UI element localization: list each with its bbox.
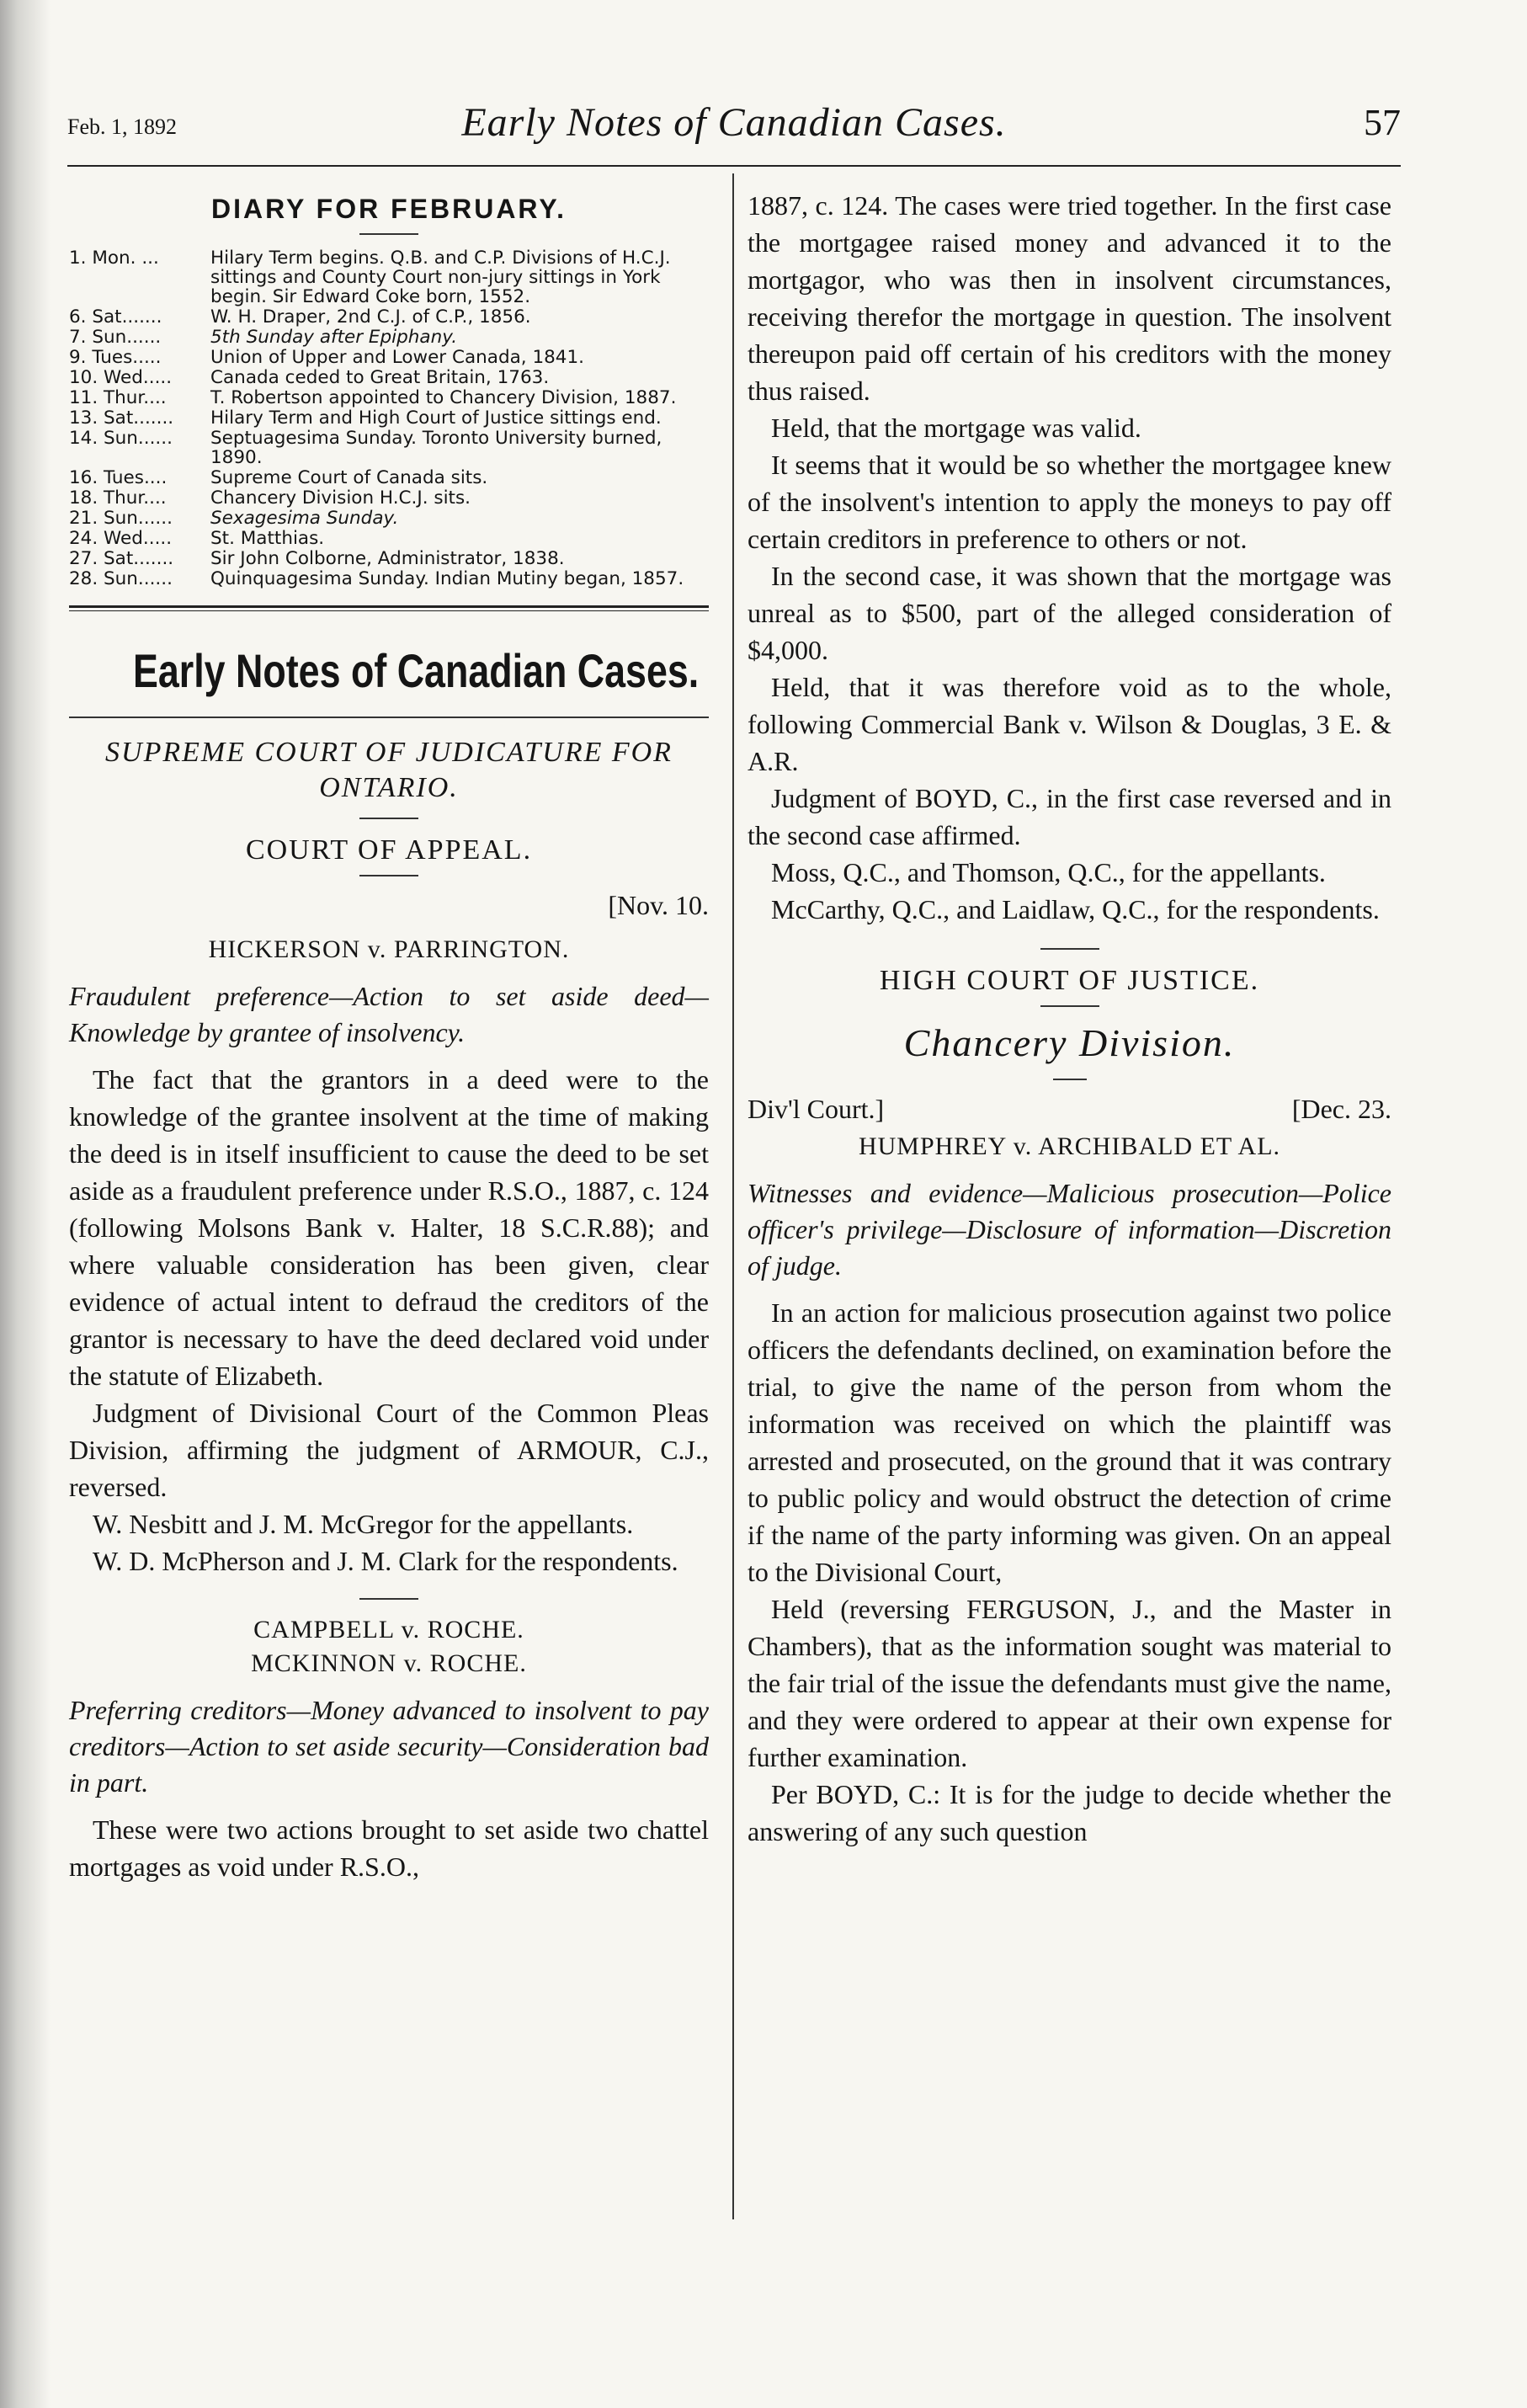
- case-paragraph: These were two actions brought to set aside two chattel mortgages as void under R.S.O.,: [69, 1814, 709, 1882]
- diary-text: Sir John Colborne, Administrator, 1838.: [210, 548, 565, 569]
- diary-day: 28. Sun......: [69, 568, 173, 589]
- case-title: MCKINNON v. ROCHE.: [251, 1649, 527, 1677]
- case-paragraph: Judgment of Divisional Court of the Common Pleas Division, affirming the judgment of ARMOUR, C.J., reversed.: [69, 1398, 709, 1502]
- court-name: Div'l Court.]: [748, 1094, 885, 1124]
- diary-day: 27. Sat.......: [69, 548, 174, 569]
- high-court-heading: HIGH COURT OF JUSTICE.: [879, 965, 1260, 996]
- diary-entry: [69, 408, 709, 428]
- diary-entry: [69, 388, 709, 408]
- issue-date: Feb. 1, 1892: [67, 115, 177, 139]
- diary-text: Sexagesima Sunday.: [210, 508, 399, 529]
- diary-day: 18. Thur....: [69, 487, 167, 509]
- diary-day: 16. Tues....: [69, 467, 168, 488]
- case-paragraph: The fact that the grantors in a deed were to the knowledge of the grantee insolvent at the time of making the deed is in itself insufficient to cause the deed to be set aside as a fraudulent preference under R.S.O., 1887, c. 124 (following Molsons Bank v. Halter, 18 S.C.R.88); and where valuable consideration has been given, clear evidence of actual intent to defraud the creditors of the grantor is necessary to have the deed declared void under the statute of Elizabeth.: [69, 1064, 709, 1391]
- diary-entry: [69, 348, 709, 367]
- holding: Held, that it was therefore void as to the whole, following Commercial Bank v. Wilson & Douglas, 3 E. & A.R.: [748, 672, 1391, 776]
- diary-text: 5th Sunday after Epiphany.: [210, 327, 458, 348]
- diary-text: Hilary Term begins. Q.B. and C.P. Divisions of H.C.J. sittings and County Court non-jury sittings in York begin. Sir Edward Coke born, 1552.: [210, 248, 671, 307]
- diary-text: Quinquagesima Sunday. Indian Mutiny began, 1857.: [210, 568, 684, 589]
- diary-text: St. Matthias.: [210, 528, 325, 549]
- diary-entry: [69, 509, 709, 528]
- diary-text: Canada ceded to Great Britain, 1763.: [210, 367, 550, 388]
- heading-rule: [69, 717, 709, 718]
- counsel-line: W. Nesbitt and J. M. McGregor for the appellants.: [93, 1509, 634, 1539]
- division-heading: Chancery Division.: [903, 1021, 1236, 1064]
- right-column: [748, 187, 1391, 1850]
- short-rule: [1040, 1005, 1099, 1007]
- left-column: [69, 187, 709, 1885]
- case-title: CAMPBELL v. ROCHE.: [253, 1616, 524, 1644]
- page-number: 57: [1364, 102, 1401, 143]
- section-heading: Early Notes of Canadian Cases.: [133, 644, 700, 697]
- case-paragraph: In an action for malicious prosecution against two police officers the defendants declined, on examination before the trial, to give the name of the person from whom the information was received on which the plaintiff was arrested and prosecuted, on the ground that it was contrary to public policy and would obstruct the detection of crime if the name of the party informing was given. On an appeal to the Divisional Court,: [748, 1297, 1391, 1587]
- short-rule: [359, 1598, 418, 1600]
- case-paragraph: Per BOYD, C.: It is for the judge to decide whether the answering of any such question: [748, 1779, 1391, 1846]
- short-rule: [359, 875, 418, 876]
- diary-day: 21. Sun......: [69, 508, 173, 529]
- case-paragraph: It seems that it would be so whether the mortgagee knew of the insolvent's intention to apply the moneys to pay off certain creditors in preference to others or not.: [748, 450, 1391, 554]
- diary-day: 9. Tues.....: [69, 347, 162, 368]
- diary-text: Hilary Term and High Court of Justice sittings end.: [210, 408, 662, 429]
- counsel-line: W. D. McPherson and J. M. Clark for the respondents.: [93, 1546, 678, 1576]
- diary-day: 11. Thur....: [69, 387, 167, 408]
- case-headnote: Witnesses and evidence—Malicious prosecution—Police officer's privilege—Disclosure of information—Discretion of judge.: [748, 1178, 1391, 1281]
- court-of-judicature: SUPREME COURT OF JUDICATURE FOR ONTARIO.: [105, 737, 673, 803]
- column-divider: [732, 173, 734, 2219]
- diary-entry: [69, 529, 709, 548]
- diary-day: 1. Mon. ...: [69, 248, 159, 269]
- short-rule: [1040, 948, 1099, 950]
- diary-entry: [69, 328, 709, 347]
- diary-list: [69, 248, 709, 589]
- header-rule: [67, 165, 1401, 167]
- case-title: HICKERSON v. PARRINGTON.: [208, 935, 570, 963]
- diary-text: Supreme Court of Canada sits.: [210, 467, 488, 488]
- diary-day: 10. Wed.....: [69, 367, 173, 388]
- short-rule: [359, 818, 418, 819]
- short-rule: [1053, 1079, 1087, 1080]
- diary-text: W. H. Draper, 2nd C.J. of C.P., 1856.: [210, 306, 531, 328]
- diary-text: Chancery Division H.C.J. sits.: [210, 487, 471, 509]
- diary-entry: [69, 248, 709, 306]
- diary-entry: [69, 368, 709, 387]
- counsel-line: McCarthy, Q.C., and Laidlaw, Q.C., for the respondents.: [771, 894, 1380, 924]
- diary-entry: [69, 488, 709, 508]
- diary-text: Union of Upper and Lower Canada, 1841.: [210, 347, 584, 368]
- case-title: HUMPHREY v. ARCHIBALD ET AL.: [858, 1132, 1281, 1160]
- court-line: [748, 1094, 1391, 1125]
- running-head: [67, 99, 1401, 158]
- decision-date: [Dec. 23.: [1291, 1094, 1391, 1124]
- case-paragraph: 1887, c. 124. The cases were tried together. In the first case the mortgagee raised money and advanced it to the mortgagor, who was then in insolvent circumstances, receiving therefor the mortgage in question. The insolvent thereupon paid off certain of his creditors with the money thus raised.: [748, 190, 1391, 406]
- diary-day: 6. Sat.......: [69, 306, 162, 328]
- holding: Held (reversing FERGUSON, J., and the Master in Chambers), that as the information sought was material to the fair trial of the issue the defendants must give the name, and they were ordered to appear at their own expense for further examination.: [748, 1594, 1391, 1772]
- short-rule: [359, 233, 418, 235]
- diary-text: T. Robertson appointed to Chancery Division, 1887.: [210, 387, 677, 408]
- diary-text: Septuagesima Sunday. Toronto University burned, 1890.: [210, 428, 662, 468]
- diary-entry: [69, 569, 709, 589]
- diary-day: 14. Sun......: [69, 428, 173, 449]
- double-rule: [69, 605, 709, 611]
- diary-entry: [69, 549, 709, 568]
- diary-day: 13. Sat.......: [69, 408, 174, 429]
- court-of-appeal-heading: COURT OF APPEAL.: [245, 834, 533, 866]
- diary-entry: [69, 429, 709, 467]
- page-edge-shadow: [0, 0, 51, 2408]
- diary-day: 24. Wed.....: [69, 528, 173, 549]
- case-headnote: Fraudulent preference—Action to set aside deed—Knowledge by grantee of insolvency.: [69, 981, 709, 1047]
- counsel-line: Moss, Q.C., and Thomson, Q.C., for the appellants.: [771, 857, 1326, 887]
- case-paragraph: Judgment of BOYD, C., in the first case reversed and in the second case affirmed.: [748, 783, 1391, 850]
- holding: Held, that the mortgage was valid.: [771, 413, 1141, 443]
- running-title: Early Notes of Canadian Cases.: [461, 100, 1007, 145]
- decision-date: [Nov. 10.: [608, 890, 709, 920]
- case-paragraph: In the second case, it was shown that the mortgage was unreal as to $500, part of the alleged consideration of $4,000.: [748, 561, 1391, 665]
- diary-entry: [69, 468, 709, 487]
- diary-title: DIARY FOR FEBRUARY.: [210, 194, 567, 224]
- case-headnote: Preferring creditors—Money advanced to insolvent to pay creditors—Action to set aside security—Consideration bad in part.: [69, 1695, 709, 1798]
- diary-day: 7. Sun......: [69, 327, 162, 348]
- diary-entry: [69, 307, 709, 327]
